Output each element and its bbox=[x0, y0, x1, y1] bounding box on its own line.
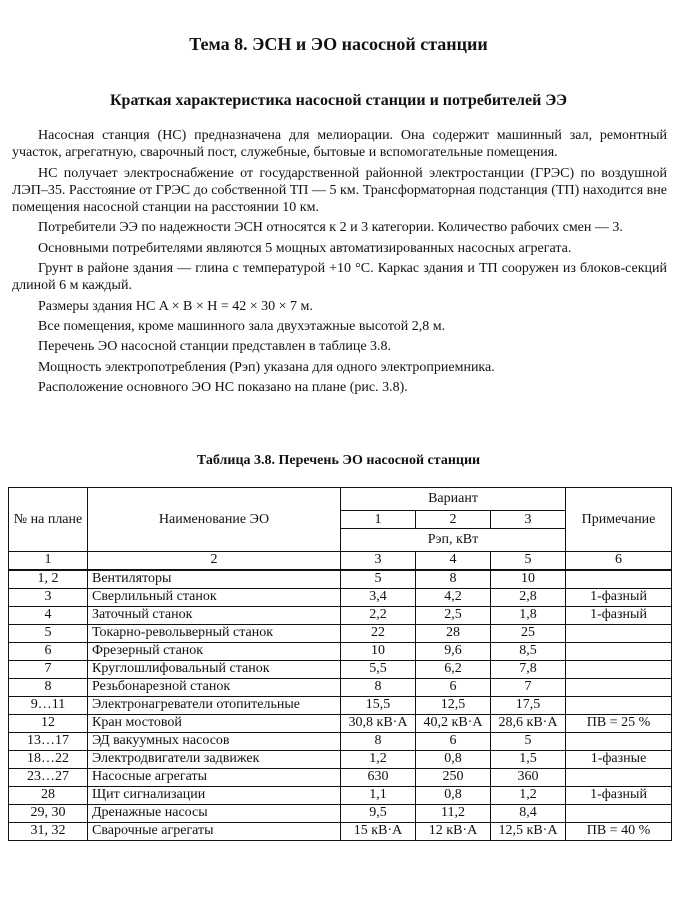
note-cell: 1-фазный bbox=[566, 589, 672, 607]
variant-2-cell: 4,2 bbox=[416, 589, 491, 607]
variant-1-cell: 1,2 bbox=[341, 751, 416, 769]
equipment-name-cell: Токарно-револьверный станок bbox=[88, 625, 341, 643]
paragraph: Потребители ЭЭ по надежности ЭСН относятся к 2 и 3 категории. Количество рабочих смен — 3. bbox=[38, 220, 623, 236]
note-cell bbox=[566, 679, 672, 697]
column-number: 4 bbox=[416, 552, 491, 571]
variant-3-cell: 17,5 bbox=[491, 697, 566, 715]
variant-2-cell: 11,2 bbox=[416, 805, 491, 823]
equipment-name-cell: Дренажные насосы bbox=[88, 805, 341, 823]
plan-number-cell: 5 bbox=[9, 625, 88, 643]
variant-3-cell: 12,5 кВ·А bbox=[491, 823, 566, 841]
column-number: 1 bbox=[9, 552, 88, 571]
variant-2-cell: 6 bbox=[416, 679, 491, 697]
variant-1-cell: 5,5 bbox=[341, 661, 416, 679]
variant-3-cell: 1,8 bbox=[491, 607, 566, 625]
table-row bbox=[9, 697, 672, 715]
table-row bbox=[9, 787, 672, 805]
variant-3-cell: 360 bbox=[491, 769, 566, 787]
plan-number-cell: 13…17 bbox=[9, 733, 88, 751]
note-cell bbox=[566, 769, 672, 787]
table-row bbox=[9, 805, 672, 823]
plan-number-cell: 6 bbox=[9, 643, 88, 661]
table-row bbox=[9, 589, 672, 607]
plan-number-cell: 1, 2 bbox=[9, 570, 88, 589]
variant-2-cell: 9,6 bbox=[416, 643, 491, 661]
header-variant-1: 1 bbox=[341, 511, 416, 529]
equipment-name-cell: Щит сигнализации bbox=[88, 787, 341, 805]
plan-number-cell: 8 bbox=[9, 679, 88, 697]
paragraph: Основными потребителями являются 5 мощных автоматизированных насосных агрегата. bbox=[38, 240, 572, 256]
paragraph: Перечень ЭО насосной станции представлен в таблице 3.8. bbox=[38, 339, 392, 355]
table-row bbox=[9, 715, 672, 733]
body-text bbox=[12, 127, 667, 399]
table-row bbox=[9, 625, 672, 643]
variant-2-cell: 8 bbox=[416, 570, 491, 589]
table-row bbox=[9, 823, 672, 841]
variant-1-cell: 15 кВ·А bbox=[341, 823, 416, 841]
column-number: 2 bbox=[88, 552, 341, 571]
paragraph: Все помещения, кроме машинного зала двухэтажные высотой 2,8 м. bbox=[38, 318, 446, 334]
variant-1-cell: 22 bbox=[341, 625, 416, 643]
variant-3-cell: 25 bbox=[491, 625, 566, 643]
variant-3-cell: 7 bbox=[491, 679, 566, 697]
variant-1-cell: 3,4 bbox=[341, 589, 416, 607]
note-cell bbox=[566, 643, 672, 661]
plan-number-cell: 3 bbox=[9, 589, 88, 607]
plan-number-cell: 12 bbox=[9, 715, 88, 733]
header-variant: Вариант bbox=[341, 488, 566, 511]
header-note: Примечание bbox=[566, 488, 672, 552]
variant-1-cell: 5 bbox=[341, 570, 416, 589]
variant-2-cell: 0,8 bbox=[416, 751, 491, 769]
table-row bbox=[9, 679, 672, 697]
header-power: Pэп, кВт bbox=[341, 529, 566, 552]
variant-2-cell: 28 bbox=[416, 625, 491, 643]
paragraph: НС получает электроснабжение от государственной районной электростанции (ГРЭС) по воздушной ЛЭП–35. Расстояние от ГРЭС до собственной ТП — 5 км. Трансформаторная подстанция (ТП) находится вне помещения насосной станции на расстоянии 10 км. bbox=[12, 165, 667, 216]
table-row bbox=[9, 769, 672, 787]
plan-number-cell: 18…22 bbox=[9, 751, 88, 769]
paragraph: Мощность электропотребления (Pэп) указана для одного электроприемника. bbox=[38, 359, 495, 375]
note-cell: ПВ = 40 % bbox=[566, 823, 672, 841]
note-cell bbox=[566, 661, 672, 679]
equipment-name-cell: Электронагреватели отопительные bbox=[88, 697, 341, 715]
paragraph: Грунт в районе здания — глина с температурой +10 °С. Каркас здания и ТП сооружен из блоков-секций длиной 6 м каждый. bbox=[12, 261, 667, 294]
equipment-name-cell: Вентиляторы bbox=[88, 570, 341, 589]
note-cell bbox=[566, 697, 672, 715]
equipment-name-cell: Резьбонарезной станок bbox=[88, 679, 341, 697]
plan-number-cell: 23…27 bbox=[9, 769, 88, 787]
column-number: 3 bbox=[341, 552, 416, 571]
plan-number-cell: 29, 30 bbox=[9, 805, 88, 823]
variant-3-cell: 7,8 bbox=[491, 661, 566, 679]
table-row bbox=[9, 643, 672, 661]
variant-2-cell: 2,5 bbox=[416, 607, 491, 625]
header-plan-no: № на плане bbox=[9, 488, 88, 552]
header-variant-3: 3 bbox=[491, 511, 566, 529]
variant-1-cell: 2,2 bbox=[341, 607, 416, 625]
paragraph: Размеры здания НС A × B × H = 42 × 30 × 7 м. bbox=[38, 298, 313, 314]
column-number: 5 bbox=[491, 552, 566, 571]
variant-1-cell: 1,1 bbox=[341, 787, 416, 805]
note-cell: 1-фазные bbox=[566, 751, 672, 769]
section-title: Краткая характеристика насосной станции и потребителей ЭЭ bbox=[109, 92, 568, 109]
variant-1-cell: 9,5 bbox=[341, 805, 416, 823]
note-cell bbox=[566, 570, 672, 589]
equipment-name-cell: ЭД вакуумных насосов bbox=[88, 733, 341, 751]
variant-1-cell: 15,5 bbox=[341, 697, 416, 715]
variant-3-cell: 1,2 bbox=[491, 787, 566, 805]
variant-2-cell: 12,5 bbox=[416, 697, 491, 715]
note-cell bbox=[566, 733, 672, 751]
table-row bbox=[9, 607, 672, 625]
variant-3-cell: 8,4 bbox=[491, 805, 566, 823]
header-row bbox=[9, 488, 672, 511]
equipment-table bbox=[8, 487, 672, 841]
variant-3-cell: 2,8 bbox=[491, 589, 566, 607]
variant-3-cell: 10 bbox=[491, 570, 566, 589]
variant-2-cell: 0,8 bbox=[416, 787, 491, 805]
table-row bbox=[9, 570, 672, 589]
variant-1-cell: 30,8 кВ·А bbox=[341, 715, 416, 733]
table-row bbox=[9, 661, 672, 679]
topic-title: Тема 8. ЭСН и ЭО насосной станции bbox=[189, 34, 488, 54]
variant-1-cell: 630 bbox=[341, 769, 416, 787]
paragraph: Насосная станция (НС) предназначена для мелиорации. Она содержит машинный зал, ремонтный участок, агрегатную, сварочный пост, служебные, бытовые и вспомогательные помещения. bbox=[12, 128, 667, 161]
plan-number-cell: 7 bbox=[9, 661, 88, 679]
variant-1-cell: 10 bbox=[341, 643, 416, 661]
note-cell bbox=[566, 625, 672, 643]
variant-3-cell: 8,5 bbox=[491, 643, 566, 661]
equipment-name-cell: Электродвигатели задвижек bbox=[88, 751, 341, 769]
variant-2-cell: 6 bbox=[416, 733, 491, 751]
equipment-name-cell: Заточный станок bbox=[88, 607, 341, 625]
variant-1-cell: 8 bbox=[341, 679, 416, 697]
variant-3-cell: 1,5 bbox=[491, 751, 566, 769]
equipment-name-cell: Кран мостовой bbox=[88, 715, 341, 733]
column-number-row bbox=[9, 552, 672, 571]
variant-2-cell: 250 bbox=[416, 769, 491, 787]
equipment-name-cell: Сверлильный станок bbox=[88, 589, 341, 607]
note-cell: ПВ = 25 % bbox=[566, 715, 672, 733]
table-row bbox=[9, 751, 672, 769]
note-cell: 1-фазный bbox=[566, 787, 672, 805]
equipment-name-cell: Насосные агрегаты bbox=[88, 769, 341, 787]
variant-3-cell: 5 bbox=[491, 733, 566, 751]
equipment-name-cell: Круглошлифовальный станок bbox=[88, 661, 341, 679]
paragraph: Расположение основного ЭО НС показано на плане (рис. 3.8). bbox=[38, 379, 408, 395]
equipment-name-cell: Сварочные агрегаты bbox=[88, 823, 341, 841]
note-cell bbox=[566, 805, 672, 823]
plan-number-cell: 28 bbox=[9, 787, 88, 805]
variant-1-cell: 8 bbox=[341, 733, 416, 751]
table-caption: Таблица 3.8. Перечень ЭО насосной станции bbox=[196, 453, 481, 468]
variant-2-cell: 12 кВ·А bbox=[416, 823, 491, 841]
plan-number-cell: 31, 32 bbox=[9, 823, 88, 841]
variant-2-cell: 40,2 кВ·А bbox=[416, 715, 491, 733]
table-row bbox=[9, 733, 672, 751]
note-cell: 1-фазный bbox=[566, 607, 672, 625]
variant-2-cell: 6,2 bbox=[416, 661, 491, 679]
header-name: Наименование ЭО bbox=[88, 488, 341, 552]
plan-number-cell: 9…11 bbox=[9, 697, 88, 715]
equipment-name-cell: Фрезерный станок bbox=[88, 643, 341, 661]
header-variant-2: 2 bbox=[416, 511, 491, 529]
plan-number-cell: 4 bbox=[9, 607, 88, 625]
column-number: 6 bbox=[566, 552, 672, 571]
variant-3-cell: 28,6 кВ·А bbox=[491, 715, 566, 733]
